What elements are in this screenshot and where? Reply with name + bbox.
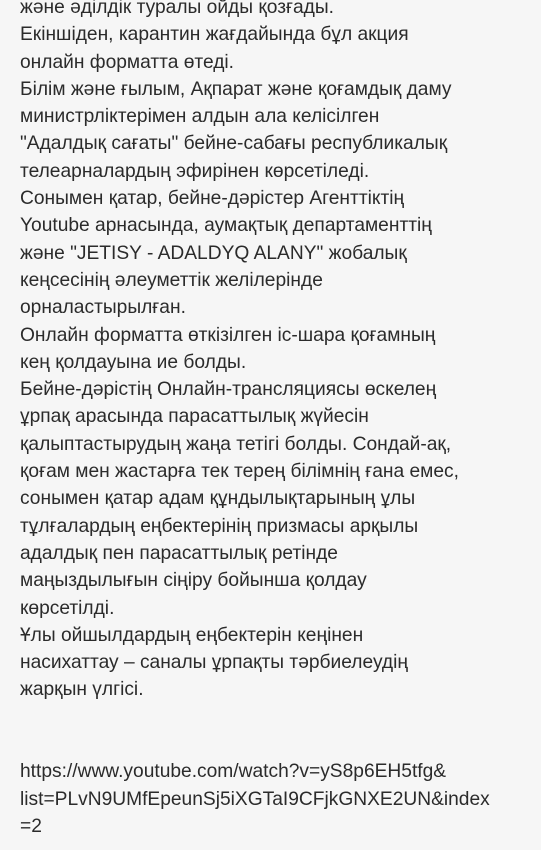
text-line: телеарналардың эфирінен көрсетіледі. bbox=[20, 160, 370, 182]
text-line: Youtube арнасында, аумақтық департаменттің bbox=[20, 215, 432, 237]
text-line: онлайн форматта өтеді. bbox=[20, 51, 234, 73]
text-line: жарқын үлгісі. bbox=[20, 679, 144, 701]
text-line: Сонымен қатар, бейне-дәрістер Агенттіктің bbox=[20, 188, 405, 210]
text-line: сонымен қатар адам құндылықтарының ұлы bbox=[20, 488, 416, 510]
text-line: және "JETISY - ADALDYQ ALANY" жобалық bbox=[20, 242, 407, 264]
text-line: Білім және ғылым, Ақпарат және қоғамдық даму bbox=[20, 78, 452, 100]
text-line: министрліктерімен алдын ала келісілген bbox=[20, 106, 380, 128]
text-line: ұрпақ арасында парасаттылық жүйесін bbox=[20, 406, 369, 428]
text-line: кең қолдауына ие болды. bbox=[20, 351, 247, 373]
text-line: қалыптастырудың жаңа тетігі болды. Сондай-ақ, bbox=[20, 433, 452, 455]
text-line: Екіншіден, карантин жағдайында бұл акция bbox=[20, 24, 409, 46]
text-line: Ұлы ойшылдардың еңбектерін кеңінен bbox=[20, 624, 364, 646]
text-line: Бейне-дәрістің Онлайн-трансляциясы өскелең bbox=[20, 379, 437, 401]
text-line: насихаттау – саналы ұрпақты тәрбиелеудің bbox=[20, 652, 408, 674]
text-line: тұлғалардың еңбектерінің призмасы арқылы bbox=[20, 515, 419, 537]
youtube-link-line[interactable]: =2 bbox=[20, 815, 42, 837]
post-text bbox=[20, 0, 536, 840]
text-line: адалдық пен парасаттылық ретінде bbox=[20, 542, 338, 564]
text-line: "Адалдық сағаты" бейне-сабағы республикалық bbox=[20, 133, 448, 155]
paragraph-spacer bbox=[20, 704, 536, 759]
text-line: маңыздылығын сіңіру бойынша қолдау bbox=[20, 570, 367, 592]
text-line: және әділдік туралы ойды қозғады. bbox=[20, 0, 334, 18]
youtube-link-line[interactable]: list=PLvN9UMfEpeunSj5iXGTaI9CFjkGNXE2UN&index bbox=[20, 788, 490, 810]
text-line: кеңсесінің әлеуметтік желілерінде bbox=[20, 269, 323, 291]
text-line: қоғам мен жастарға тек терең білімнің ғана емес, bbox=[20, 461, 459, 483]
text-line: Онлайн форматта өткізілген іс-шара қоғамның bbox=[20, 324, 436, 346]
text-line: орналастырылған. bbox=[20, 297, 186, 319]
youtube-link-line[interactable]: https://www.youtube.com/watch?v=yS8p6EH5tfg& bbox=[20, 761, 447, 783]
text-line: көрсетілді. bbox=[20, 597, 115, 619]
